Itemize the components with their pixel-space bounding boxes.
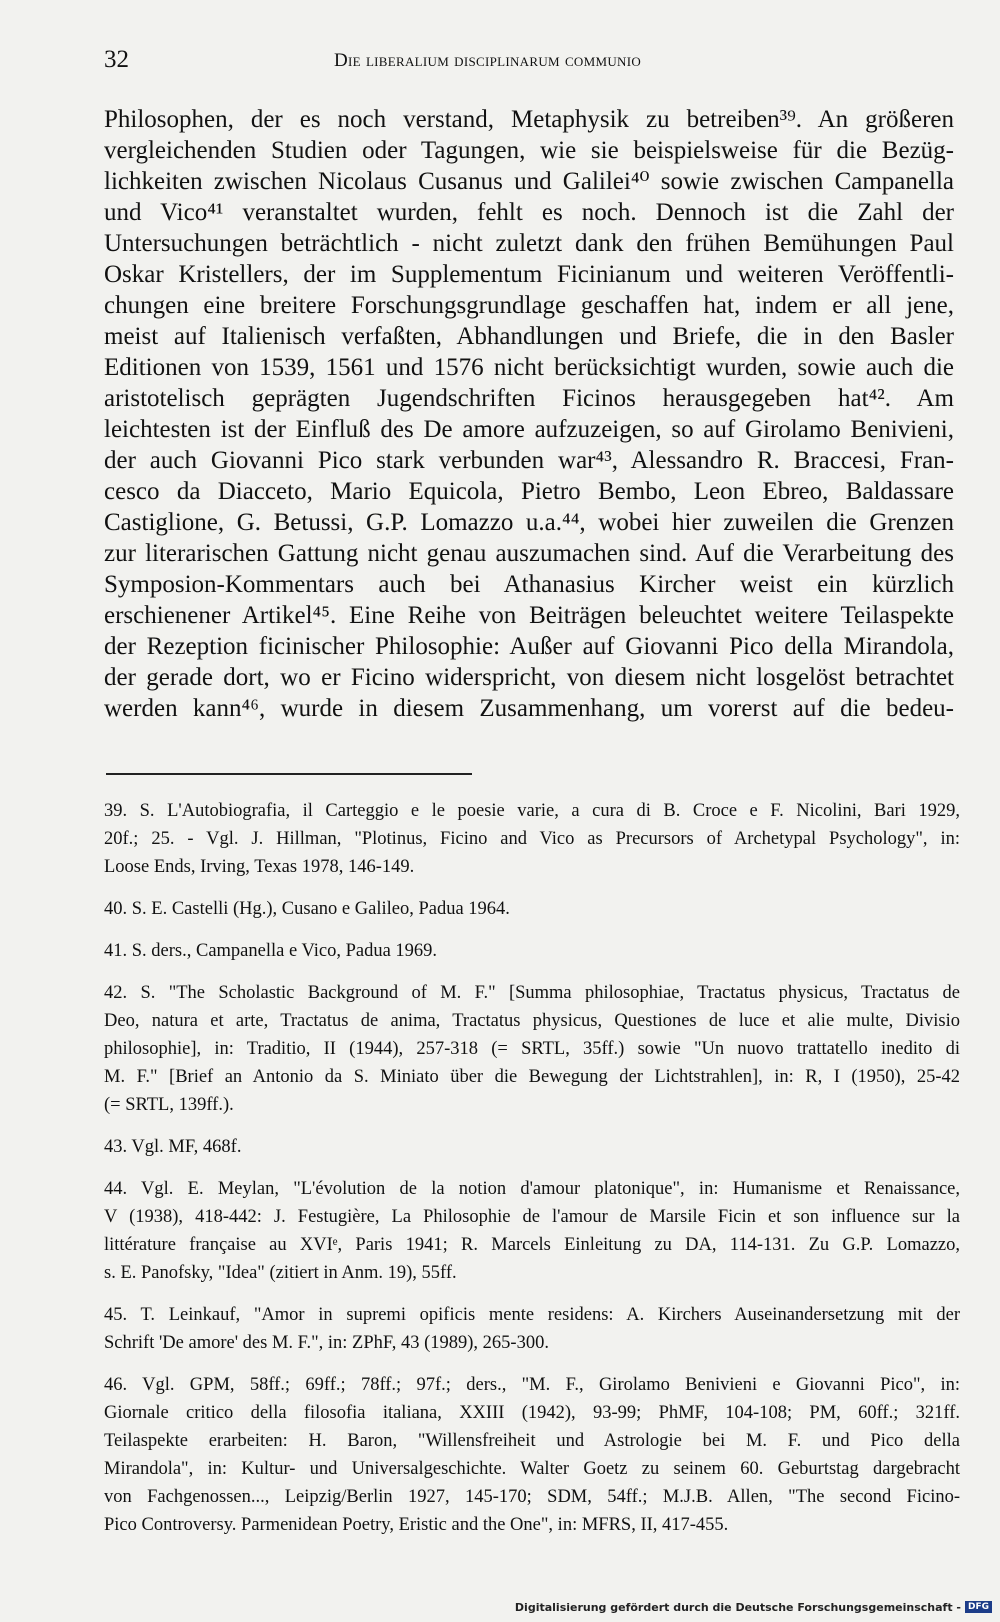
text-line: cesco da Diacceto, Mario Equicola, Pietro Bembo, Leon Ebreo, Baldassare — [104, 478, 954, 505]
footnote-line: 40. S. E. Castelli (Hg.), Cusano e Galileo, Padua 1964. — [104, 899, 510, 919]
dfg-logo: DFG — [965, 1601, 992, 1613]
text-line: und Vico⁴¹ veranstaltet wurden, fehlt es noch. Dennoch ist die Zahl der — [104, 199, 954, 226]
footnote-line: Mirandola", in: Kultur- und Universalgeschichte. Walter Goetz zu seinem 60. Geburtstag dargebracht — [104, 1459, 960, 1479]
text-line: chungen eine breitere Forschungsgrundlage geschaffen hat, indem er all jene, — [104, 292, 954, 319]
footnote-41 — [104, 937, 960, 965]
footnotes — [104, 797, 960, 1553]
footnote-rule — [106, 773, 472, 775]
footnote-line: V (1938), 418-442: J. Festugière, La Philosophie de l'amour de Marsile Ficin et son influence sur la — [104, 1207, 960, 1227]
footnote-line: s. E. Panofsky, "Idea" (zitiert in Anm. 19), 55ff. — [104, 1263, 457, 1283]
text-line: erschienener Artikel⁴⁵. Eine Reihe von Beiträgen beleuchtet weitere Teilaspekte — [104, 602, 954, 629]
text-line: Editionen von 1539, 1561 und 1576 nicht berücksichtigt wurden, sowie auch die — [104, 354, 954, 381]
page-header — [104, 46, 964, 80]
text-line: Untersuchungen beträchtlich - nicht zuletzt dank den frühen Bemühungen Paul — [104, 230, 954, 257]
footnote-line: Loose Ends, Irving, Texas 1978, 146-149. — [104, 857, 415, 877]
text-line: leichtesten ist der Einfluß des De amore aufzuzeigen, so auf Girolamo Benivieni, — [104, 416, 954, 443]
footnote-line: 43. Vgl. MF, 468f. — [104, 1137, 242, 1157]
footnote-39 — [104, 797, 960, 881]
footnote-line: Schrift 'De amore' des M. F.", in: ZPhF, 43 (1989), 265-300. — [104, 1333, 549, 1353]
text-line: zur literarischen Gattung nicht genau auszumachen sind. Auf die Verarbeitung des — [104, 540, 954, 567]
footnote-line: 46. Vgl. GPM, 58ff.; 69ff.; 78ff.; 97f.; ders., "M. F., Girolamo Benivieni e Giovanni Pico", in: — [104, 1375, 960, 1395]
footnote-45 — [104, 1301, 960, 1357]
footnote-line: 39. S. L'Autobiografia, il Carteggio e le poesie varie, a cura di B. Croce e F. Nicolini, Bari 1929, — [104, 801, 960, 821]
text-line: Castiglione, G. Betussi, G.P. Lomazzo u.a.⁴⁴, wobei hier zuweilen die Grenzen — [104, 509, 954, 536]
text-line: der gerade dort, wo er Ficino widerspricht, von diesem nicht losgelöst betrachtet — [104, 664, 954, 691]
page-number: 32 — [104, 46, 129, 73]
footnote-46 — [104, 1371, 960, 1539]
footnote-line: Pico Controversy. Parmenidean Poetry, Eristic and the One", in: MFRS, II, 417-455. — [104, 1515, 729, 1535]
footnote-line: littérature française au XVIᵉ, Paris 1941; R. Marcels Einleitung zu DA, 114-131. Zu G.P. Lomazzo, — [104, 1235, 960, 1255]
footnote-line: 41. S. ders., Campanella e Vico, Padua 1969. — [104, 941, 438, 961]
footnote-line: (= SRTL, 139ff.). — [104, 1095, 234, 1115]
text-line: vergleichenden Studien oder Tagungen, wie sie beispielsweise für die Bezüg- — [104, 137, 954, 164]
text-line: Oskar Kristellers, der im Supplementum Ficinianum und weiteren Veröffentli- — [104, 261, 954, 288]
text-line: der auch Giovanni Pico stark verbunden war⁴³, Alessandro R. Braccesi, Fran- — [104, 447, 954, 474]
text-line: werden kann⁴⁶, wurde in diesem Zusammenhang, um vorerst auf die bedeu- — [104, 695, 954, 722]
footnote-42 — [104, 979, 960, 1119]
text-line: aristotelisch geprägten Jugendschriften Ficinos herausgegeben hat⁴². Am — [104, 385, 954, 412]
footnote-line: Deo, natura et arte, Tractatus de anima, Tractatus physicus, Questiones de luce et alie multe, Divisio — [104, 1011, 960, 1031]
text-line: Symposion-Kommentars auch bei Athanasius Kircher weist ein kürzlich — [104, 571, 954, 598]
footnote-line: Teilaspekte erarbeiten: H. Baron, "Willensfreiheit und Astrologie bei M. F. und Pico della — [104, 1431, 960, 1451]
digitization-credit — [515, 1598, 992, 1616]
footnote-44 — [104, 1175, 960, 1287]
footnote-line: 44. Vgl. E. Meylan, "L'évolution de la notion d'amour platonique", in: Humanisme et Renaissance, — [104, 1179, 960, 1199]
text-line: lichkeiten zwischen Nicolaus Cusanus und Galilei⁴⁰ sowie zwischen Campanella — [104, 168, 954, 195]
footnote-43 — [104, 1133, 960, 1161]
text-line: Philosophen, der es noch verstand, Metaphysik zu betreiben³⁹. An größeren — [104, 106, 954, 133]
running-title: Die liberalium disciplinarum communio — [334, 50, 642, 71]
footnote-line: von Fachgenossen..., Leipzig/Berlin 1927, 145-170; SDM, 54ff.; M.J.B. Allen, "The second Ficino- — [104, 1487, 960, 1507]
footnote-line: 42. S. "The Scholastic Background of M. F." [Summa philosophiae, Tractatus physicus, Tractatus de — [104, 983, 960, 1003]
credit-text: Digitalisierung gefördert durch die Deutsche Forschungsgemeinschaft - — [514, 1600, 961, 1614]
text-line: der Rezeption ficinischer Philosophie: Außer auf Giovanni Pico della Mirandola, — [104, 633, 954, 660]
footnote-40 — [104, 895, 960, 923]
main-text — [104, 104, 954, 724]
footnote-line: 45. T. Leinkauf, "Amor in supremi opificis mente residens: A. Kirchers Auseinandersetzung mit der — [104, 1305, 960, 1325]
footnote-line: 20f.; 25. - Vgl. J. Hillman, "Plotinus, Ficino and Vico as Precursors of Archetypal Psychology", in: — [104, 829, 960, 849]
footnote-line: philosophie], in: Traditio, II (1944), 257-318 (= SRTL, 35ff.) sowie "Un nuovo trattatello inedito di — [104, 1039, 960, 1059]
footnote-line: M. F." [Brief an Antonio da S. Miniato über die Bewegung der Lichtstrahlen], in: R, I (1950), 25-42 — [104, 1067, 960, 1087]
text-line: meist auf Italienisch verfaßten, Abhandlungen und Briefe, die in den Basler — [104, 323, 954, 350]
footnote-line: Giornale critico della filosofia italiana, XXIII (1942), 93-99; PhMF, 104-108; PM, 60ff.; 321ff. — [104, 1403, 960, 1423]
